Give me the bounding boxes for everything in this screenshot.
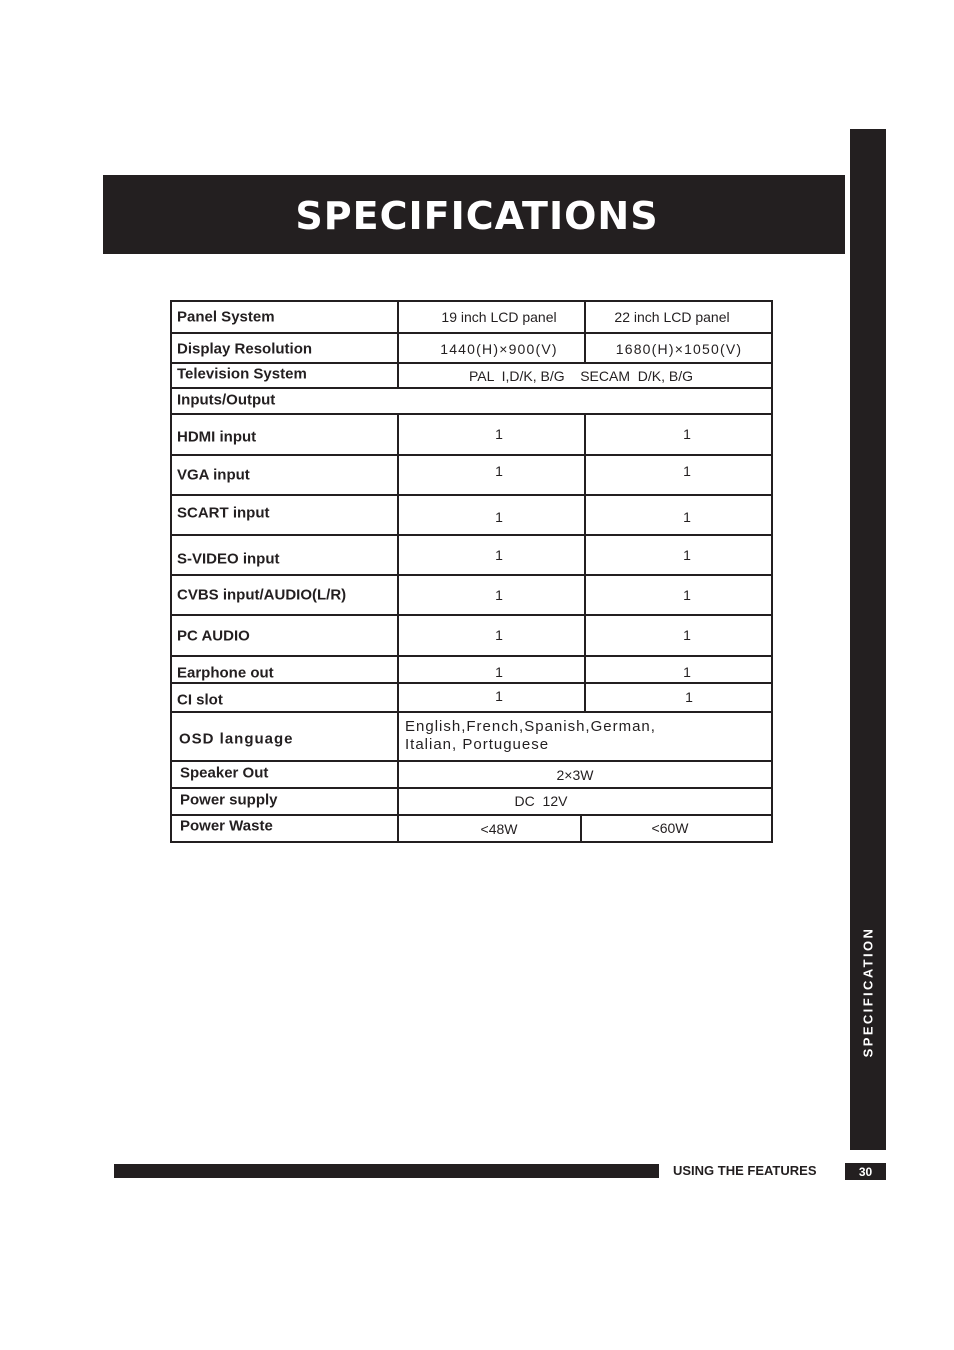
ci-slot-22: 1 bbox=[685, 689, 693, 705]
power-waste-22: <60W bbox=[651, 820, 689, 836]
pc-audio-19: 1 bbox=[495, 627, 503, 643]
panel-22-inch: 22 inch LCD panel bbox=[614, 309, 730, 325]
power-waste-19: <48W bbox=[480, 821, 518, 837]
table-rule bbox=[170, 574, 773, 576]
s-video-input-19: 1 bbox=[495, 547, 503, 563]
row-label-speaker-out: Speaker Out bbox=[180, 764, 269, 782]
pc-audio-22: 1 bbox=[683, 627, 691, 643]
osd-language-line-2: Italian, Portuguese bbox=[405, 736, 550, 753]
resolution-19: 1440(H)×900(V) bbox=[440, 341, 558, 357]
page-number-box bbox=[845, 1163, 886, 1180]
osd-language-value bbox=[405, 718, 656, 754]
title-banner bbox=[103, 175, 845, 254]
resolution-22: 1680(H)×1050(V) bbox=[615, 341, 743, 357]
power-supply-value: DC 12V bbox=[514, 793, 568, 809]
table-rule bbox=[170, 682, 773, 684]
table-rule bbox=[584, 300, 586, 363]
row-label-power-supply: Power supply bbox=[180, 791, 278, 809]
table-rule bbox=[397, 300, 399, 388]
row-label-ci-slot: CI slot bbox=[177, 691, 223, 709]
table-rule bbox=[580, 814, 582, 843]
earphone-out-22: 1 bbox=[683, 664, 691, 680]
osd-language-line-1: English,French,Spanish,German, bbox=[405, 718, 656, 735]
row-label-hdmi-input: HDMI input bbox=[177, 428, 257, 446]
table-rule bbox=[771, 300, 773, 843]
panel-19-inch: 19 inch LCD panel bbox=[441, 309, 557, 325]
row-label-panel-system: Panel System bbox=[177, 308, 275, 326]
vga-input-22: 1 bbox=[683, 463, 691, 479]
speaker-out-value: 2×3W bbox=[556, 767, 594, 783]
row-label-s-video-input: S-VIDEO input bbox=[177, 550, 280, 568]
table-rule bbox=[170, 534, 773, 536]
row-label-scart-input: SCART input bbox=[177, 504, 270, 522]
row-label-osd-language: OSD language bbox=[179, 730, 294, 748]
table-rule bbox=[170, 300, 172, 843]
cvbs-input-19: 1 bbox=[495, 587, 503, 603]
table-rule bbox=[170, 413, 773, 415]
row-label-display-resolution: Display Resolution bbox=[177, 340, 313, 358]
table-rule bbox=[170, 332, 773, 334]
table-rule bbox=[584, 413, 586, 712]
television-system-value: PAL I,D/K, B/G SECAM D/K, B/G bbox=[468, 368, 694, 384]
vga-input-19: 1 bbox=[495, 463, 503, 479]
footer-bar bbox=[114, 1164, 659, 1178]
page-number: 30 bbox=[858, 1164, 873, 1179]
table-rule bbox=[170, 814, 773, 816]
table-rule bbox=[170, 711, 773, 713]
scart-input-19: 1 bbox=[495, 509, 503, 525]
row-label-vga-input: VGA input bbox=[177, 466, 250, 484]
row-label-earphone-out: Earphone out bbox=[177, 664, 274, 682]
table-rule bbox=[170, 614, 773, 616]
table-rule bbox=[170, 362, 773, 364]
hdmi-input-22: 1 bbox=[683, 426, 691, 442]
table-rule bbox=[170, 494, 773, 496]
row-label-inputs-output: Inputs/Output bbox=[177, 391, 276, 409]
table-rule bbox=[170, 787, 773, 789]
table-rule bbox=[170, 454, 773, 456]
page-title: SPECIFICATIONS bbox=[295, 193, 659, 238]
cvbs-input-22: 1 bbox=[683, 587, 691, 603]
row-label-power-waste: Power Waste bbox=[180, 817, 273, 835]
row-label-television-system: Television System bbox=[177, 365, 307, 383]
table-rule bbox=[170, 655, 773, 657]
table-rule bbox=[170, 300, 773, 302]
table-rule bbox=[397, 413, 399, 843]
row-label-pc-audio: PC AUDIO bbox=[177, 627, 250, 645]
hdmi-input-19: 1 bbox=[495, 426, 503, 442]
table-rule bbox=[170, 841, 773, 843]
footer-section-label: USING THE FEATURES bbox=[673, 1163, 817, 1178]
ci-slot-19: 1 bbox=[495, 688, 503, 704]
row-label-cvbs-input: CVBS input/AUDIO(L/R) bbox=[177, 586, 347, 604]
table-rule bbox=[170, 387, 773, 389]
scart-input-22: 1 bbox=[683, 509, 691, 525]
s-video-input-22: 1 bbox=[683, 547, 691, 563]
side-tab-label: SPECIFICATION bbox=[860, 926, 876, 1058]
table-rule bbox=[170, 760, 773, 762]
earphone-out-19: 1 bbox=[495, 664, 503, 680]
